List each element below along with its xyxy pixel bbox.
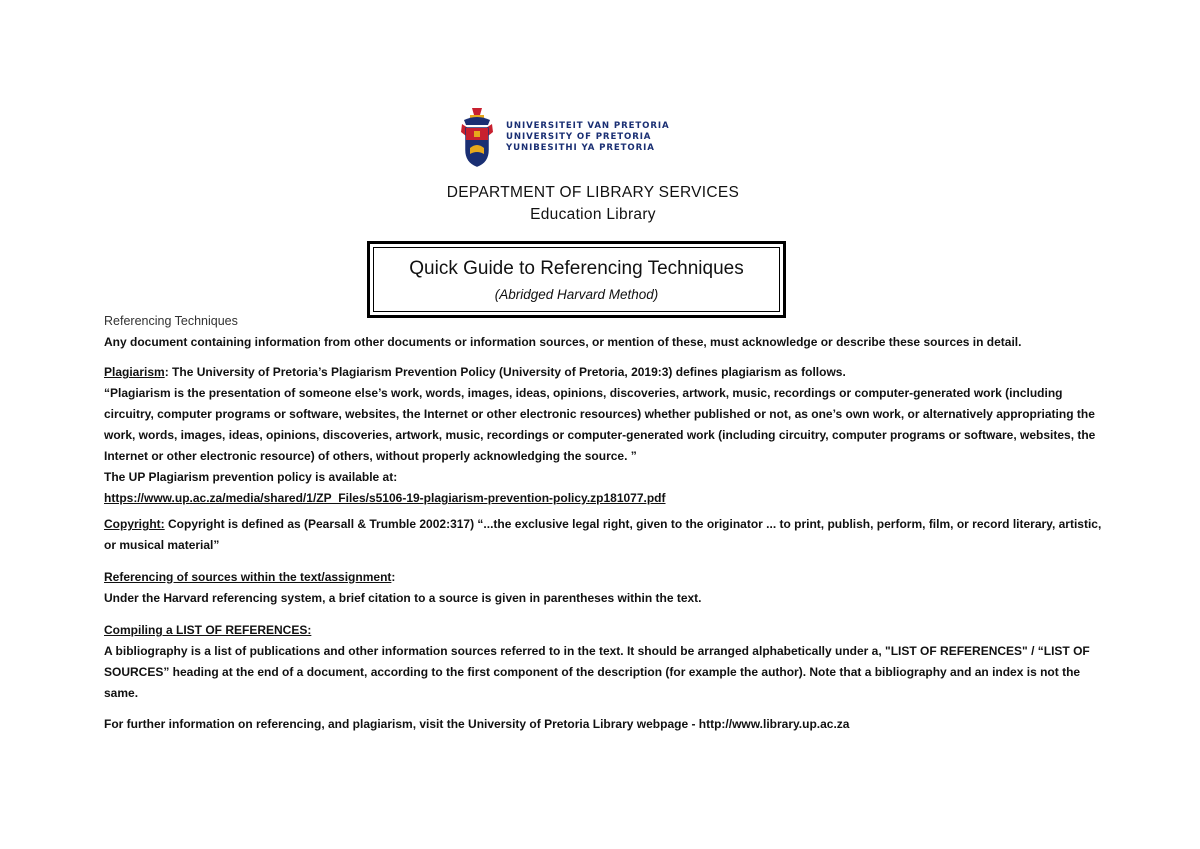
logo-line-english: UNIVERSITY OF PRETORIA: [506, 131, 652, 142]
plagiarism-quote: “Plagiarism is the presentation of someone else’s work, words, images, ideas, opinions, discoveries, artwork, music, recordings or computer-generated work (including circuitry, computer programs or software, websites, the Internet or other electronic resources) whether published or not, as one’s own work, or alternatively appropriating the work, words, images, ideas, opinions, discoveries, artwork, music, recordings or computer-generated work (including circuitry, computer programs or software, websites, the Internet or other electronic resource) of others, without properly acknowledging the source. ”: [104, 386, 1096, 463]
copyright-text: [104, 514, 1104, 556]
references-body: A bibliography is a list of publications and other information sources referred to in the text. It should be arranged alphabetically under a, "LIST OF REFERENCES" / “LIST OF SOURCES” heading at the end of a document, according to the first component of the description (for example the author). Note that a bibliography and an index is not the same.: [104, 644, 1090, 700]
plagiarism-label: Plagiarism: [104, 365, 165, 379]
footer-text: For further information on referencing, and plagiarism, visit the University of Pretoria Library webpage - http://www.library.up.ac.za: [104, 717, 850, 731]
copyright-definition: Copyright is defined as (Pearsall & Trumble 2002:317) “...the exclusive legal right, given to the originator ... to print, publish, perform, film, or record literary, artistic, or musical material”: [104, 517, 1102, 552]
in-text-heading: Referencing of sources within the text/assignment: [104, 570, 392, 584]
in-text-body: Under the Harvard referencing system, a brief citation to a source is given in parentheses within the text.: [104, 591, 702, 605]
copyright-label: Copyright:: [104, 517, 165, 531]
plagiarism-lead-text: : The University of Pretoria’s Plagiarism Prevention Policy (University of Pretoria, 2019:3) defines plagiarism as follows.: [164, 365, 846, 379]
logo-line-afrikaans: UNIVERSITEIT VAN PRETORIA: [506, 120, 670, 131]
intro-text: Any document containing information from other documents or information sources, or mention of these, must acknowledge or describe these sources in detail.: [104, 335, 1022, 349]
document-title: Quick Guide to Referencing Techniques: [409, 258, 744, 279]
document-subtitle: (Abridged Harvard Method): [494, 287, 659, 302]
in-text-section: [104, 567, 1104, 609]
title-box: [367, 241, 786, 318]
policy-note: The UP Plagiarism prevention policy is available at:: [104, 470, 398, 484]
copyright-section: [104, 514, 1104, 556]
in-text-colon: :: [391, 570, 396, 584]
university-logo: [458, 106, 670, 168]
references-heading: Compiling a LIST OF REFERENCES:: [104, 623, 312, 637]
in-text-heading-line: [104, 567, 1104, 588]
references-section: [104, 620, 1104, 704]
intro-heading: Referencing Techniques: [104, 314, 238, 328]
policy-link[interactable]: https://www.up.ac.za/media/shared/1/ZP_Files/s5106-19-plagiarism-prevention-policy.zp181077.pdf: [104, 491, 666, 505]
logo-line-sepedi: YUNIBESITHI YA PRETORIA: [506, 142, 655, 153]
footer-section: [104, 714, 1104, 735]
plagiarism-lead: [104, 362, 1104, 383]
library-heading: Education Library: [530, 206, 656, 223]
department-heading: DEPARTMENT OF LIBRARY SERVICES: [446, 184, 740, 201]
coat-of-arms-icon: [458, 106, 496, 168]
intro-section: [104, 311, 1104, 353]
plagiarism-section: [104, 362, 1104, 509]
